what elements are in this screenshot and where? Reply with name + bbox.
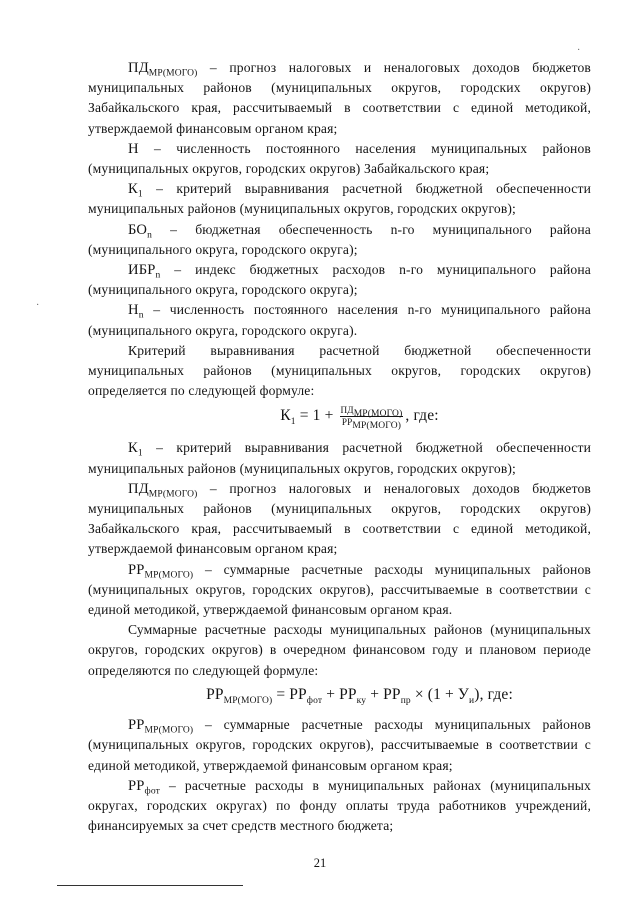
symbol-subscript: фот <box>144 786 160 797</box>
definition-text: – численность постоянного населения n-го муниципального района (муниципального округа, городского округа). <box>88 302 591 338</box>
footer-divider <box>57 885 243 886</box>
formula-term-pr-subscript: пр <box>400 695 411 706</box>
definition-bo-n <box>88 220 591 260</box>
definition-text: – прогноз налоговых и неналоговых доходов бюджетов муниципальных районов (муниципальных округов, городских округов) Забайкальского края, рассчитываемый в соответствии с единой методикой, утверждаемой финансовым органом края; <box>88 480 591 557</box>
definition-text: – суммарные расчетные расходы муниципальных районов (муниципальных округов, городских округов), рассчитываемые в соответствии с единой методикой, утверждаемой финансовым органом края; <box>88 717 591 773</box>
symbol: РР <box>128 717 145 734</box>
formula-equals: = 1 + <box>295 407 338 425</box>
symbol: К <box>128 181 138 198</box>
symbol-subscript: МР(МОГО) <box>144 570 194 581</box>
formula-lhs: К <box>280 407 291 425</box>
symbol-subscript: МР(МОГО) <box>144 725 194 736</box>
symbol: ПД <box>128 60 149 76</box>
numerator-symbol: ПД <box>340 405 354 416</box>
formula-lhs: РР <box>206 685 224 703</box>
symbol: РР <box>128 561 145 578</box>
formula-multiplier: × (1 + У <box>410 685 470 703</box>
formula-lhs-subscript: МР(МОГО) <box>223 695 273 706</box>
formula-term-fot-subscript: фот <box>306 695 323 706</box>
definition-text: – критерий выравнивания расчетной бюджетной обеспеченности муниципальных районов (муниципальных округов, городских округов); <box>88 181 591 217</box>
symbol-subscript: n <box>138 311 144 322</box>
intro-formula-k1: Критерий выравнивания расчетной бюджетной обеспеченности муниципальных районов (муниципальных округов, городских округов) определяется по следующей формуле: <box>88 342 591 399</box>
definition-k1-repeat <box>88 438 591 478</box>
formula-multiplier-subscript: и <box>469 695 475 706</box>
definition-rr-mr-mogo-repeat <box>88 715 591 776</box>
denominator-subscript: МР(МОГО) <box>352 421 402 432</box>
formula-fraction <box>340 405 404 432</box>
formula-tail: , где: <box>405 407 439 425</box>
definition-pd-mr-mogo-repeat <box>88 479 591 560</box>
document-page <box>88 58 591 836</box>
formula-tail: ), где: <box>474 685 513 703</box>
formula-term-ku-subscript: ку <box>356 695 367 706</box>
symbol: ИБР <box>128 262 156 279</box>
scan-mark: · <box>577 45 581 56</box>
definition-text: – индекс бюджетных расходов n-го муниципального района (муниципального округа, городского округа); <box>88 262 591 298</box>
symbol: РР <box>128 777 145 794</box>
formula-k1 <box>128 405 591 432</box>
definition-text: – критерий выравнивания расчетной бюджетной обеспеченности муниципальных районов (муниципальных округов, городских округов); <box>88 440 591 476</box>
formula-rr-mr-mogo <box>128 685 591 705</box>
symbol-subscript: 1 <box>137 189 143 200</box>
definition-rr-mr-mogo <box>88 560 591 621</box>
formula-lhs-subscript: 1 <box>290 417 296 428</box>
symbol: ПД <box>128 480 149 497</box>
definition-n-n <box>88 300 591 340</box>
definition-text: – бюджетная обеспеченность n-го муниципального района (муниципального округа, городского округа); <box>88 221 591 257</box>
numerator-subscript: МР(МОГО) <box>353 409 403 420</box>
symbol: БО <box>128 221 148 238</box>
formula-term-pr: + РР <box>366 685 401 703</box>
symbol: Н <box>128 302 139 319</box>
fraction-numerator <box>340 405 404 420</box>
symbol-subscript: МР(МОГО) <box>148 489 198 500</box>
symbol-subscript: 1 <box>137 449 143 460</box>
definition-rr-fot <box>88 776 591 837</box>
denominator-symbol: РР <box>341 417 353 428</box>
intro-formula-rr: Суммарные расчетные расходы муниципальных районов (муниципальных округов, городских округов) в очередном финансовом году и плановом периоде определяются по следующей формуле: <box>88 622 591 678</box>
fraction-denominator <box>340 417 404 432</box>
definition-ibr-n <box>88 260 591 300</box>
symbol-subscript: МР(МОГО) <box>148 68 198 79</box>
definition-k1 <box>88 179 591 219</box>
formula-term-ku: + РР <box>322 685 357 703</box>
definition-text: – численность постоянного населения муниципальных районов (муниципальных округов, городских округов) Забайкальского края; <box>88 140 591 177</box>
symbol-subscript: n <box>155 270 161 281</box>
page-number: 21 <box>313 856 327 870</box>
definition-text: – прогноз налоговых и неналоговых доходов бюджетов муниципальных районов (муниципальных округов, городских округов) Забайкальского края, рассчитываемый в соответствии с единой методикой, утверждаемой финансовым органом края; <box>88 60 591 136</box>
scan-mark: · <box>36 300 40 311</box>
definition-text: – расчетные расходы в муниципальных районах (муниципальных округах, городских округах) по фонду оплаты труда работников учреждений, финансируемых за счет средств местного бюджета; <box>88 777 591 834</box>
symbol-subscript: n <box>147 230 153 241</box>
formula-term-fot: = РР <box>272 685 307 703</box>
symbol: Н <box>128 140 139 157</box>
symbol: К <box>128 440 138 457</box>
definition-text: – суммарные расчетные расходы муниципальных районов (муниципальных округов, городских округов), рассчитываемые в соответствии с единой методикой, утверждаемой финансовым органом края. <box>88 561 591 618</box>
definition-pd-mr-mogo <box>88 58 591 139</box>
definition-n <box>88 139 591 179</box>
